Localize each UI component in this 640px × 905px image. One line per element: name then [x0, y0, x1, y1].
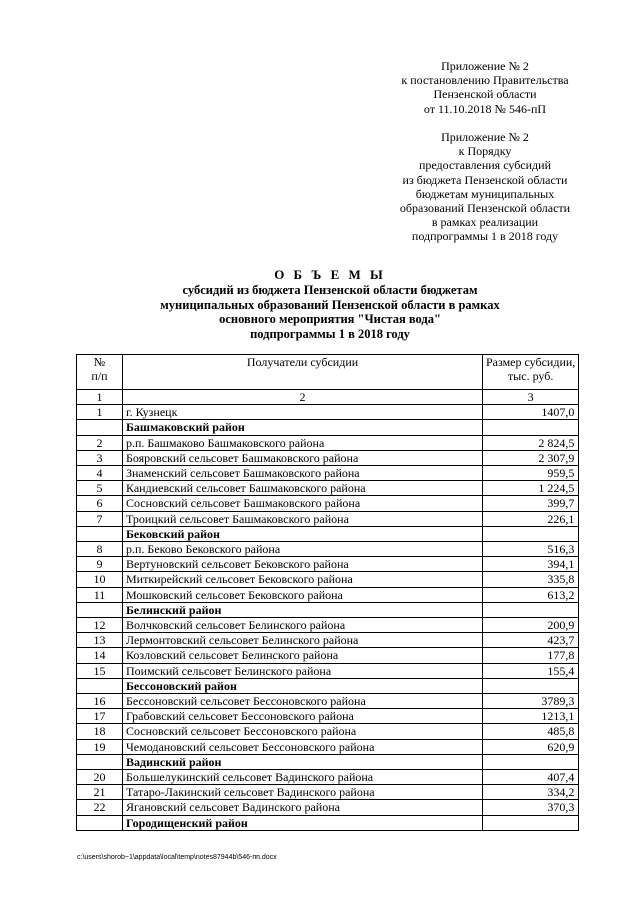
appendix-2-line: из бюджета Пензенской области — [402, 172, 568, 187]
district-number-cell — [77, 815, 123, 830]
table-row — [77, 466, 579, 481]
header-amount-line-1: Размер субсидии, — [486, 355, 576, 369]
recipient-name: Мошковский сельсовет Бековского района — [123, 587, 483, 602]
table-row — [77, 572, 579, 587]
recipient-name: Ягановский сельсовет Вадинского района — [123, 800, 483, 815]
row-number: 10 — [77, 572, 123, 587]
table-row — [77, 542, 579, 557]
recipient-name: Козловский сельсовет Белинского района — [123, 648, 483, 663]
district-name: Вадинский район — [123, 754, 483, 769]
row-number: 7 — [77, 511, 123, 526]
table-row — [77, 724, 579, 739]
table-row — [77, 648, 579, 663]
appendix-2-line: Приложение № 2 — [441, 130, 529, 144]
district-row — [77, 602, 579, 617]
district-row — [77, 526, 579, 541]
row-number: 3 — [77, 450, 123, 465]
row-number: 20 — [77, 770, 123, 785]
recipient-name: р.п. Беково Бековского района — [123, 542, 483, 557]
table-row — [77, 511, 579, 526]
appendix-1-line: от 11.10.2018 № 546-пП — [423, 101, 547, 116]
recipient-name: Бессоновский сельсовет Бессоновского района — [123, 694, 483, 709]
appendix-block-government-resolution — [340, 59, 630, 116]
row-number: 11 — [77, 587, 123, 602]
subsidy-amount: 394,1 — [483, 557, 579, 572]
district-row — [77, 420, 579, 435]
subsidy-amount: 177,8 — [483, 648, 579, 663]
row-number: 14 — [77, 648, 123, 663]
subsidy-amount: 335,8 — [483, 572, 579, 587]
subsidy-amount: 1407,0 — [483, 405, 579, 420]
row-number: 19 — [77, 739, 123, 754]
table-header-row — [77, 355, 579, 390]
subsidy-amount: 3789,3 — [483, 694, 579, 709]
district-name: Белинский район — [123, 602, 483, 617]
subsidy-amount: 155,4 — [483, 663, 579, 678]
district-value-cell — [483, 526, 579, 541]
subsidies-table — [76, 354, 579, 831]
subsidy-amount: 959,5 — [483, 466, 579, 481]
district-value-cell — [483, 754, 579, 769]
table-row — [77, 770, 579, 785]
subsidy-amount: 226,1 — [483, 511, 579, 526]
subsidy-amount: 620,9 — [483, 739, 579, 754]
column-number-3: 3 — [483, 390, 579, 405]
table-row — [77, 694, 579, 709]
recipient-name: Сосновский сельсовет Башмаковского района — [123, 496, 483, 511]
row-number: 13 — [77, 633, 123, 648]
title-heading: О Б Ъ Е М Ы — [274, 267, 386, 282]
subsidy-amount: 2 307,9 — [483, 450, 579, 465]
recipient-name: Поимский сельсовет Белинского района — [123, 663, 483, 678]
row-number: 4 — [77, 466, 123, 481]
table-row — [77, 557, 579, 572]
appendix-block-procedure — [340, 130, 630, 244]
row-number: 18 — [77, 724, 123, 739]
table-row — [77, 633, 579, 648]
row-number: 2 — [77, 435, 123, 450]
appendix-2-line: предоставления субсидий — [418, 158, 552, 173]
row-number: 21 — [77, 785, 123, 800]
recipient-name: Волчковский сельсовет Белинского района — [123, 618, 483, 633]
appendix-1-line: Пензенской области — [433, 87, 537, 102]
appendix-2-line: бюджетам муниципальных — [415, 186, 555, 201]
subsidy-amount: 613,2 — [483, 587, 579, 602]
district-row — [77, 815, 579, 830]
column-number-2: 2 — [123, 390, 483, 405]
row-number: 12 — [77, 618, 123, 633]
recipient-name: Большелукинский сельсовет Вадинского района — [123, 770, 483, 785]
title-line: подпрограммы 1 в 2018 году — [250, 327, 410, 342]
subsidy-amount: 407,4 — [483, 770, 579, 785]
district-name: Бековский район — [123, 526, 483, 541]
row-number: 17 — [77, 709, 123, 724]
row-number: 9 — [77, 557, 123, 572]
header-recipient: Получатели субсидии — [123, 355, 483, 390]
table-row — [77, 496, 579, 511]
district-name: Городищенский район — [123, 815, 483, 830]
district-name: Башмаковский район — [123, 420, 483, 435]
title-line: муниципальных образований Пензенской области в рамках — [160, 297, 500, 312]
title-line: основного мероприятия "Чистая вода" — [219, 312, 441, 327]
recipient-name: Троицкий сельсовет Башмаковского района — [123, 511, 483, 526]
header-amount — [483, 355, 579, 390]
recipient-name: Миткирейский сельсовет Бековского района — [123, 572, 483, 587]
title-line: субсидий из бюджета Пензенской области бюджетам — [182, 282, 478, 297]
header-amount-line-2: тыс. руб. — [507, 369, 554, 384]
subsidy-amount: 423,7 — [483, 633, 579, 648]
subsidy-amount: 2 824,5 — [483, 435, 579, 450]
district-value-cell — [483, 678, 579, 693]
district-value-cell — [483, 420, 579, 435]
district-value-cell — [483, 815, 579, 830]
district-row — [77, 754, 579, 769]
subsidy-amount: 370,3 — [483, 800, 579, 815]
recipient-name: Сосновский сельсовет Бессоновского района — [123, 724, 483, 739]
table-row — [77, 663, 579, 678]
table-row — [77, 450, 579, 465]
district-number-cell — [77, 602, 123, 617]
district-value-cell — [483, 602, 579, 617]
subsidy-amount: 334,2 — [483, 785, 579, 800]
recipient-name: Чемодановский сельсовет Бессоновского района — [123, 739, 483, 754]
appendix-1-line: Приложение № 2 — [441, 59, 529, 73]
table-row — [77, 481, 579, 496]
recipient-name: Бояровский сельсовет Башмаковского района — [123, 450, 483, 465]
subsidy-amount: 485,8 — [483, 724, 579, 739]
table-row — [77, 739, 579, 754]
title-subtitle — [60, 283, 600, 342]
file-path-footer: c:\users\shorob~1\appdata\local\temp\notes87944b\546-пп.docx — [77, 854, 277, 861]
recipient-name: Кандиевский сельсовет Башмаковского района — [123, 481, 483, 496]
recipient-name: Грабовский сельсовет Бессоновского района — [123, 709, 483, 724]
recipient-name: Знаменский сельсовет Башмаковского района — [123, 466, 483, 481]
document-title — [60, 268, 600, 342]
appendix-2-line: в рамках реализации — [431, 215, 539, 230]
column-number-1: 1 — [77, 390, 123, 405]
row-number: 22 — [77, 800, 123, 815]
district-number-cell — [77, 420, 123, 435]
table-row — [77, 435, 579, 450]
recipient-name: Лермонтовский сельсовет Белинского района — [123, 633, 483, 648]
subsidy-amount: 1213,1 — [483, 709, 579, 724]
appendix-1-line: к постановлению Правительства — [401, 73, 569, 88]
subsidy-amount: 399,7 — [483, 496, 579, 511]
row-number: 1 — [77, 405, 123, 420]
district-number-cell — [77, 754, 123, 769]
table-row — [77, 800, 579, 815]
table-row — [77, 405, 579, 420]
recipient-name: Татаро-Лакинский сельсовет Вадинского района — [123, 785, 483, 800]
row-number: 8 — [77, 542, 123, 557]
header-number — [77, 355, 123, 390]
subsidy-amount: 1 224,5 — [483, 481, 579, 496]
table-row — [77, 618, 579, 633]
district-row — [77, 678, 579, 693]
recipient-name: р.п. Башмаково Башмаковского района — [123, 435, 483, 450]
row-number: 15 — [77, 663, 123, 678]
row-number: 6 — [77, 496, 123, 511]
column-numbers-row — [77, 390, 579, 405]
header-number-line-1: № — [93, 355, 106, 369]
recipient-name: г. Кузнецк — [123, 405, 483, 420]
appendix-2-line: подпрограммы 1 в 2018 году — [411, 229, 559, 244]
recipient-name: Вертуновский сельсовет Бековского района — [123, 557, 483, 572]
district-number-cell — [77, 526, 123, 541]
header-number-line-2: п/п — [91, 369, 108, 384]
appendix-2-line: к Порядку — [458, 144, 512, 159]
appendix-2-line: образований Пензенской области — [399, 201, 571, 216]
table-row — [77, 709, 579, 724]
district-name: Бессоновский район — [123, 678, 483, 693]
row-number: 16 — [77, 694, 123, 709]
row-number: 5 — [77, 481, 123, 496]
subsidy-amount: 516,3 — [483, 542, 579, 557]
district-number-cell — [77, 678, 123, 693]
table-row — [77, 587, 579, 602]
subsidy-amount: 200,9 — [483, 618, 579, 633]
table-row — [77, 785, 579, 800]
